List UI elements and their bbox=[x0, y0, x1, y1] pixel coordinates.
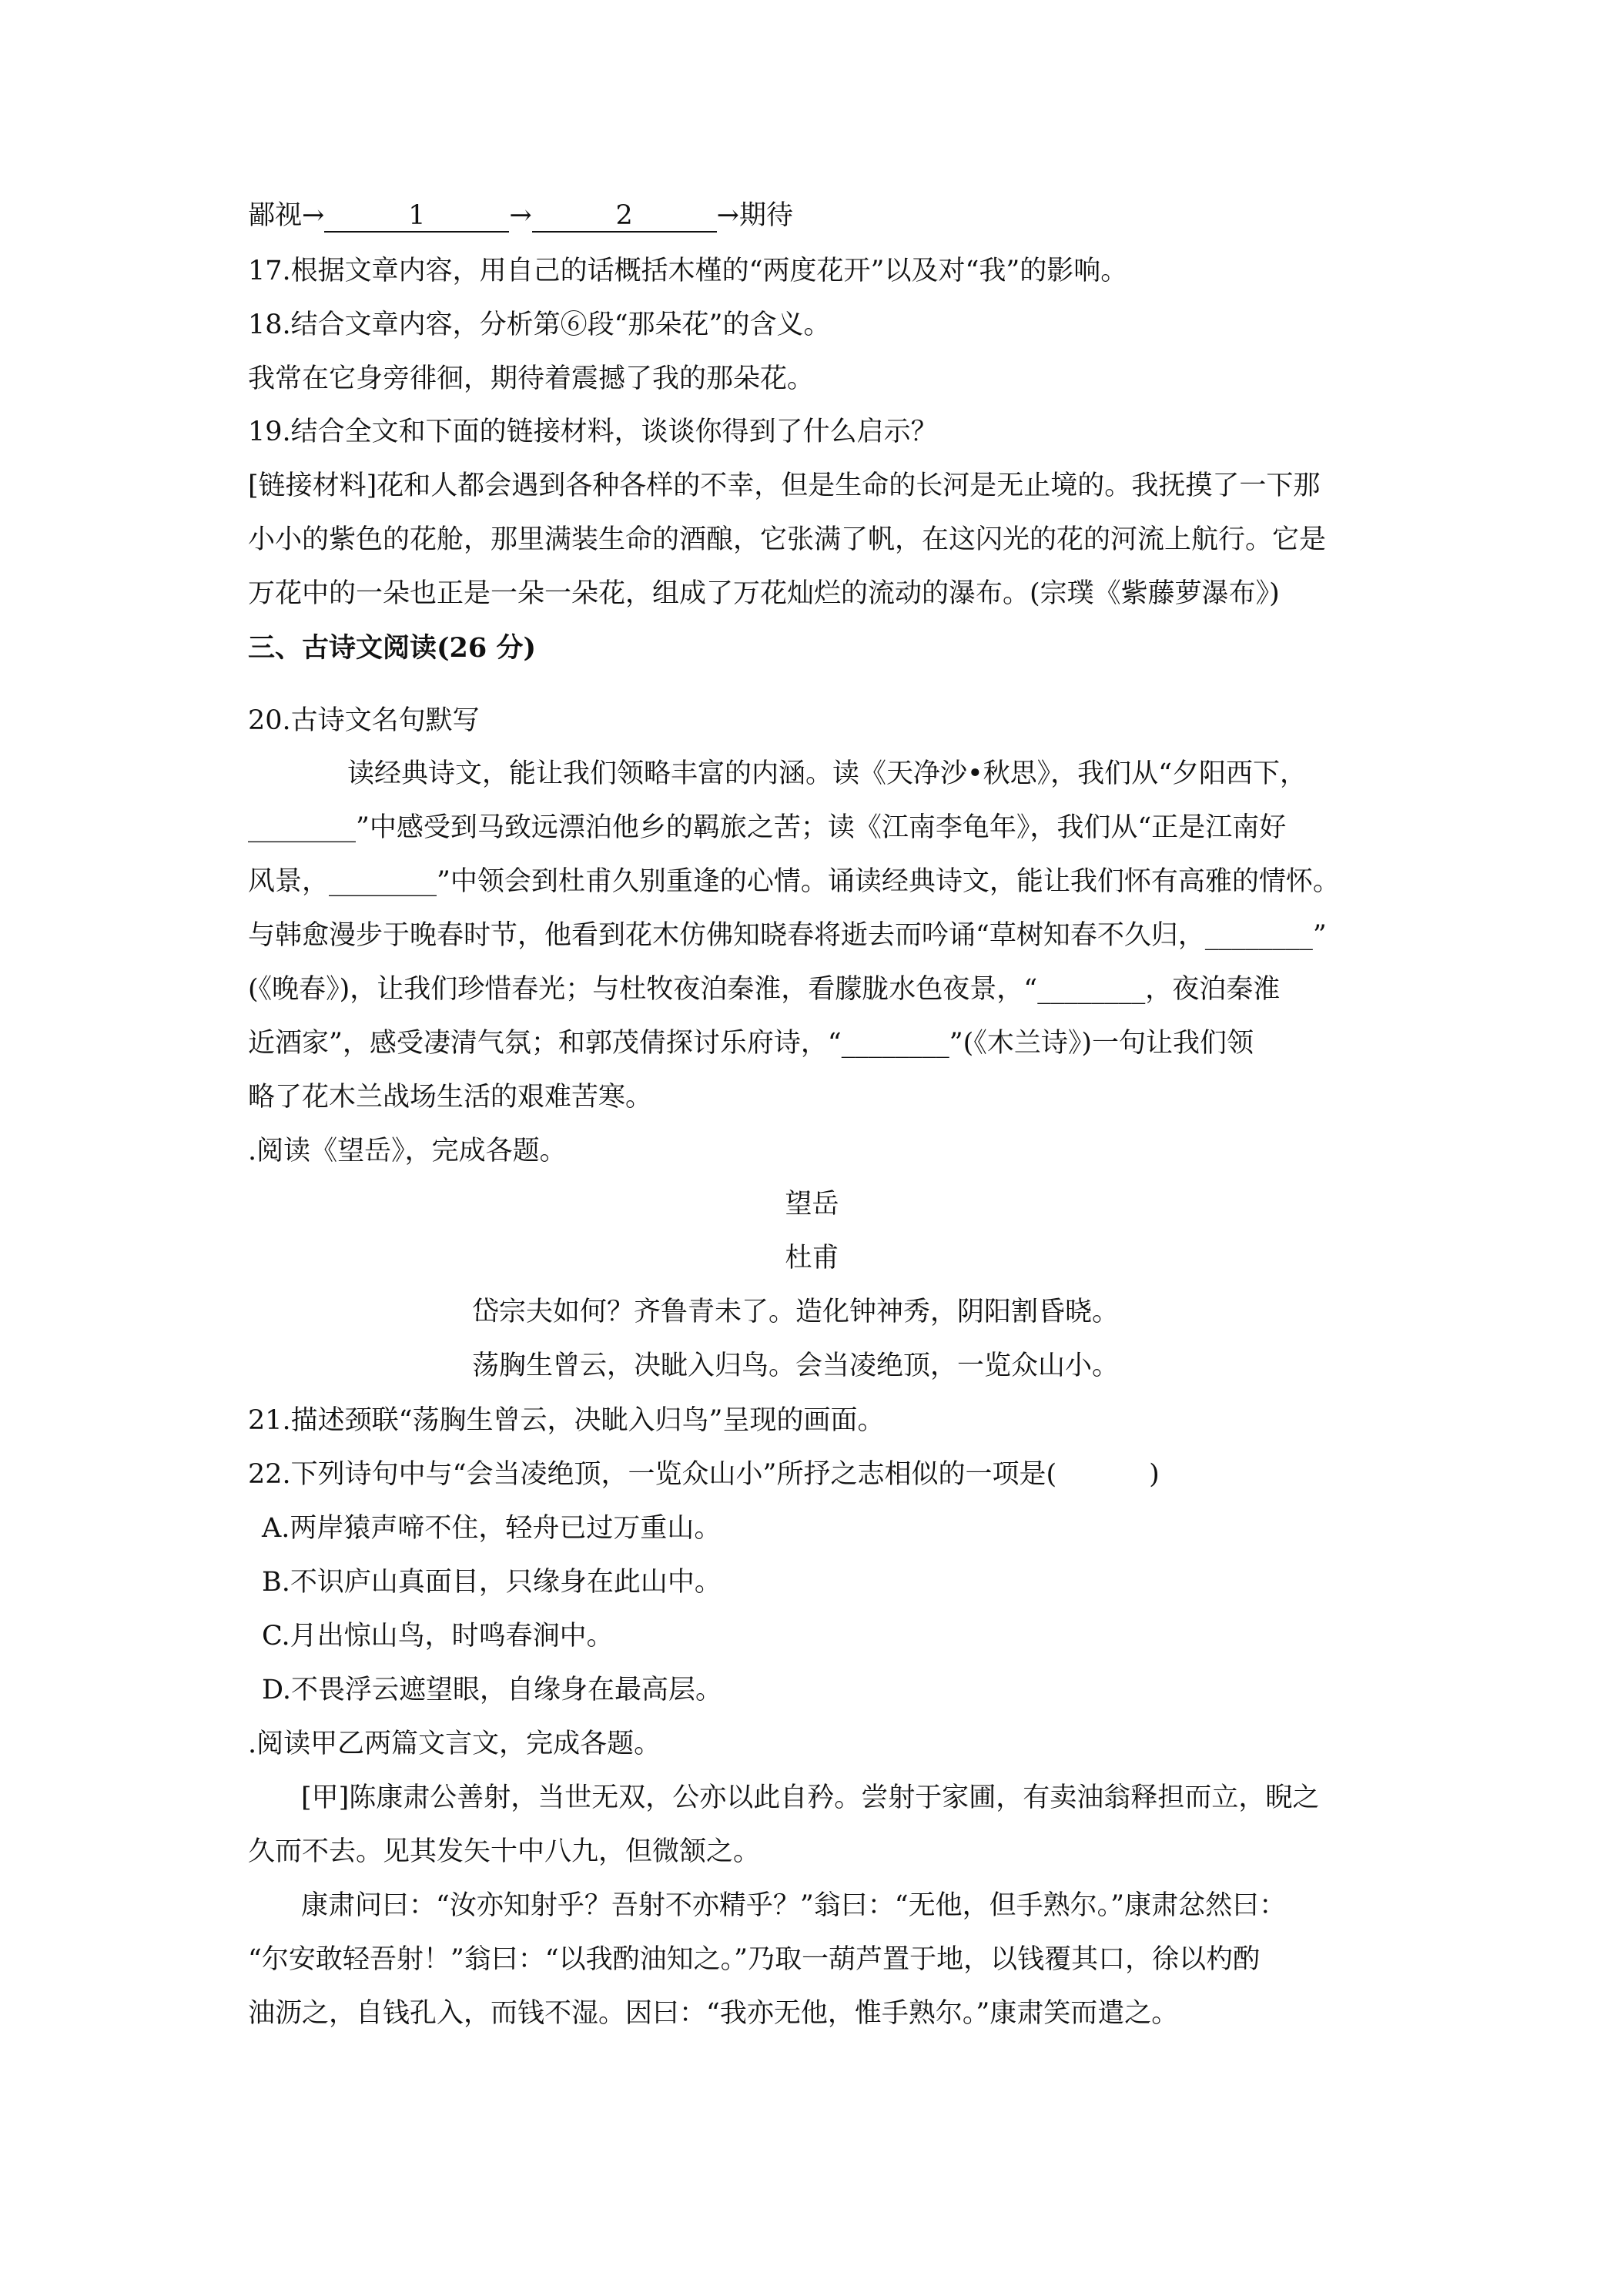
option-c: C.月出惊山鸟，时鸣春涧中。 bbox=[262, 1621, 614, 1652]
poem-line-2: 荡胸生曾云，决眦入归鸟。会当凌绝顶，一览众山小。 bbox=[472, 1350, 1120, 1381]
jia2-line-3: 油沥之，自钱孔入，而钱不湿。因曰：“我亦无他，惟手熟尔。”康肃笑而遣之。 bbox=[248, 1998, 1179, 2029]
link-material-line-2: 小小的紫色的花舱，那里满装生命的酒酿，它张满了帆，在这闪光的花的河流上航行。它是 bbox=[248, 524, 1327, 555]
link-material-line-3: 万花中的一朵也正是一朵一朵花，组成了万花灿烂的流动的瀑布。(宗璞《紫藤萝瀑布》) bbox=[248, 578, 1280, 609]
option-d: D.不畏浮云遮望眼，自缘身在最高层。 bbox=[262, 1675, 722, 1705]
q20-body-line-2: ________”中感受到马致远漂泊他乡的羁旅之苦；读《江南李龟年》，我们从“正是江南好 bbox=[248, 812, 1287, 843]
jia2-line-1: 康肃问曰：“汝亦知射乎？吾射不亦精乎？”翁曰：“无他，但手熟尔。”康肃忿然曰： bbox=[301, 1890, 1287, 1921]
question-18: 18.结合文章内容，分析第⑥段“那朵花”的含义。 bbox=[248, 310, 831, 340]
question-17: 17.根据文章内容，用自己的话概括木槿的“两度花开”以及对“我”的影响。 bbox=[248, 256, 1128, 286]
question-22 bbox=[248, 1458, 1160, 1491]
flow-start: 鄙视→ bbox=[248, 200, 325, 231]
section-3-heading: 三、古诗文阅读(26 分) bbox=[248, 632, 537, 664]
link-material-line-1: [链接材料]花和人都会遇到各种各样的不幸，但是生命的长河是无止境的。我抚摸了一下那 bbox=[248, 470, 1321, 501]
q20-body-line-4: 与韩愈漫步于晚春时节，他看到花木仿佛知晓春将逝去而吟诵“草树知春不久归，________” bbox=[248, 920, 1327, 951]
option-a: A.两岸猿声啼不住，轻舟已过万重山。 bbox=[262, 1513, 722, 1544]
question-22-close: ) bbox=[1149, 1459, 1160, 1490]
jia-line-2: 久而不去。见其发矢十中八九，但微颔之。 bbox=[248, 1836, 761, 1867]
poem-line-1: 岱宗夫如何？齐鲁青未了。造化钟神秀，阴阳割昏晓。 bbox=[472, 1297, 1120, 1327]
question-20: 20.古诗文名句默写 bbox=[248, 705, 480, 736]
poem-title: 望岳 bbox=[785, 1189, 839, 1220]
option-b: B.不识庐山真面目，只缘身在此山中。 bbox=[262, 1567, 722, 1598]
question-19: 19.结合全文和下面的链接材料，谈谈你得到了什么启示？ bbox=[248, 417, 938, 447]
jia2-line-2: “尔安敢轻吾射！”翁曰：“以我酌油知之。”乃取一葫芦置于地，以钱覆其口，徐以杓酌 bbox=[248, 1944, 1261, 1975]
flow-arrow: → bbox=[509, 200, 532, 231]
read-poem-intro: .阅读《望岳》，完成各题。 bbox=[248, 1136, 567, 1166]
flow-end: →期待 bbox=[716, 200, 793, 231]
flow-blank-2[interactable]: 2 bbox=[532, 200, 717, 233]
q20-body-line-6: 近酒家”，感受凄清气氛；和郭茂倩探讨乐府诗，“________”(《木兰诗》)一句让我们领 bbox=[248, 1028, 1254, 1059]
jia-line-1: [甲]陈康肃公善射，当世无双，公亦以此自矜。尝射于家圃，有卖油翁释担而立，睨之 bbox=[301, 1782, 1320, 1813]
read-classical-intro: .阅读甲乙两篇文言文，完成各题。 bbox=[248, 1729, 661, 1759]
emotion-flow-line bbox=[248, 199, 793, 233]
q20-body-line-1: 读经典诗文，能让我们领略丰富的内涵。读《天净沙•秋思》，我们从“夕阳西下， bbox=[347, 758, 1308, 789]
q20-body-line-3: 风景，________”中领会到杜甫久别重逢的心情。诵读经典诗文，能让我们怀有高雅的情怀。 bbox=[248, 866, 1340, 897]
q20-body-line-5: (《晚春》)，让我们珍惜春光；与杜牧夜泊秦淮，看朦胧水色夜景，“________，夜泊秦淮 bbox=[248, 974, 1281, 1005]
question-18-quote: 我常在它身旁徘徊，期待着震撼了我的那朵花。 bbox=[248, 363, 815, 394]
q20-body-line-7: 略了花木兰战场生活的艰难苦寒。 bbox=[248, 1082, 653, 1113]
question-21: 21.描述颈联“荡胸生曾云，决眦入归鸟”呈现的画面。 bbox=[248, 1405, 885, 1436]
question-22-stem: 22.下列诗句中与“会当凌绝顶，一览众山小”所抒之志相似的一项是( bbox=[248, 1459, 1057, 1490]
poem-author: 杜甫 bbox=[785, 1243, 839, 1274]
flow-blank-1[interactable]: 1 bbox=[324, 200, 509, 233]
